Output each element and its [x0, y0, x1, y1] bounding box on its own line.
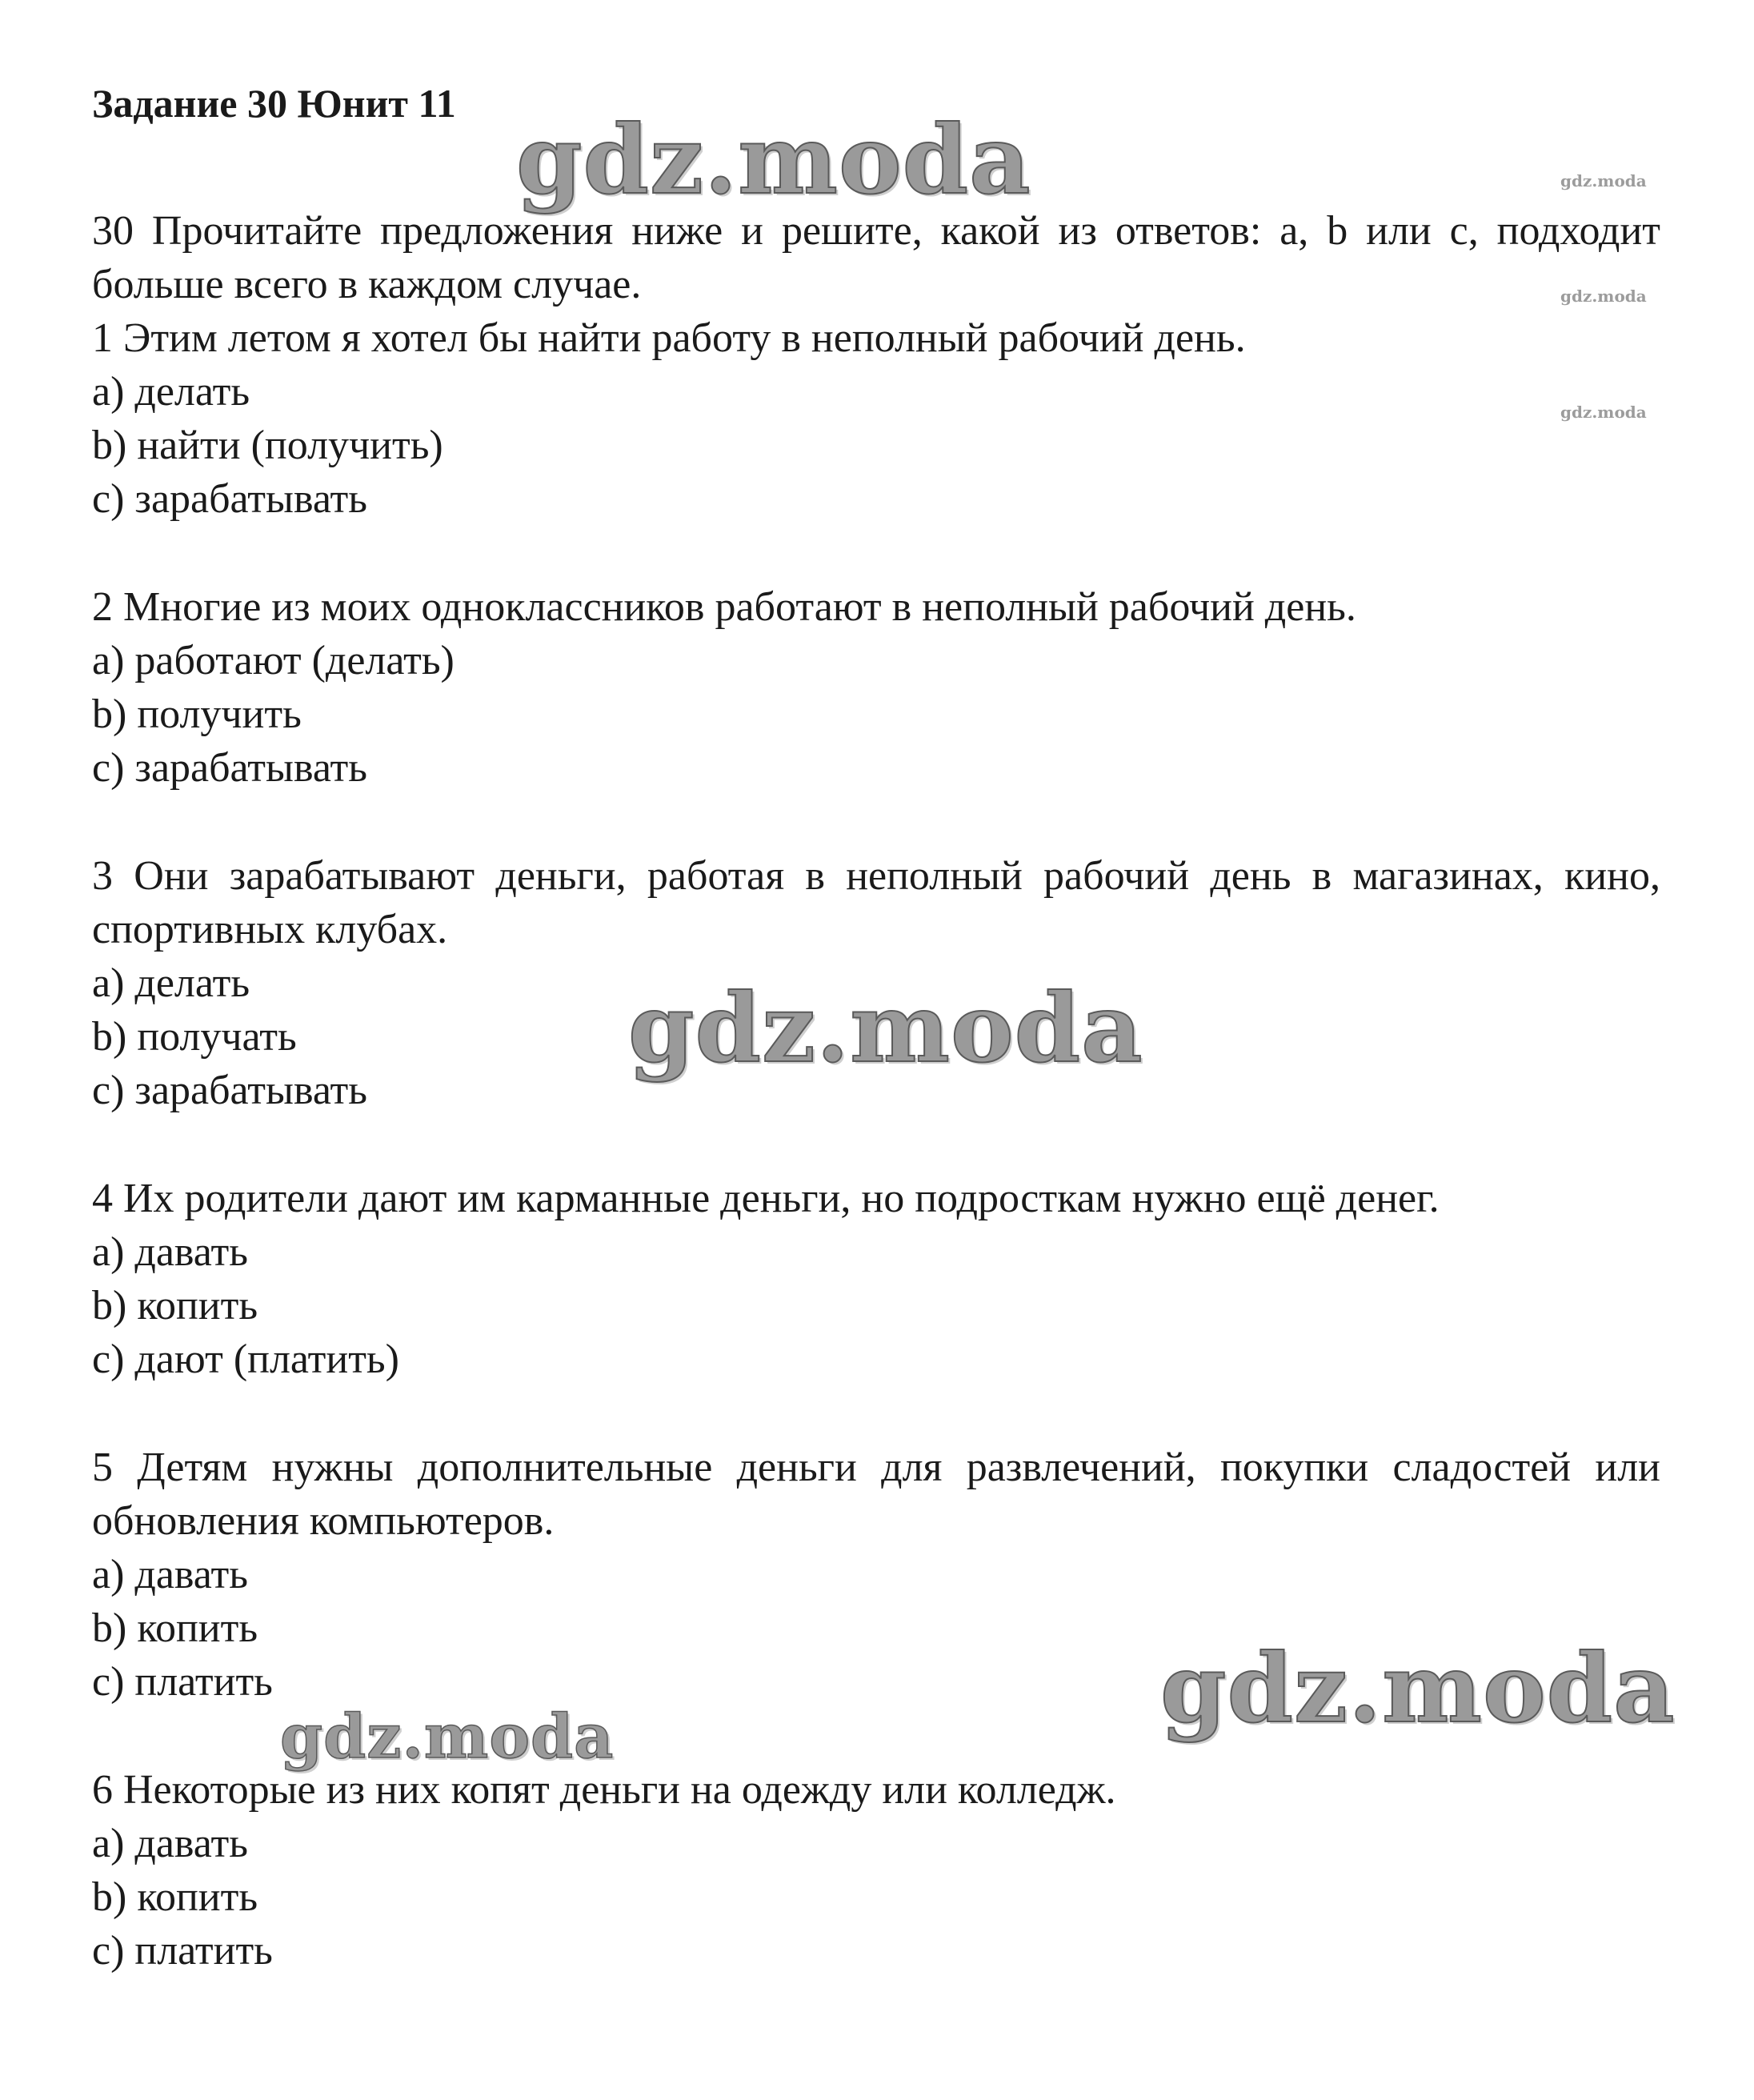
option-b: b) получать	[92, 1014, 297, 1060]
option-c: c) зарабатывать	[92, 476, 367, 522]
question-6	[92, 1763, 1660, 1978]
watermark-small-2: gdz.moda	[1560, 287, 1647, 306]
option-c: c) платить	[92, 1928, 273, 1974]
watermark-top: gdz.moda	[516, 104, 1031, 215]
watermark-middle: gdz.moda	[628, 972, 1143, 1084]
question-2	[92, 580, 1660, 795]
option-c: c) дают (платить)	[92, 1337, 399, 1382]
question-text: 2 Многие из моих одноклассников работают в неполный рабочий день.	[92, 584, 1356, 630]
watermark-small-1: gdz.moda	[1560, 171, 1647, 190]
option-c: c) зарабатывать	[92, 1068, 367, 1113]
watermark-bottom-left: gdz.moda	[280, 1701, 615, 1772]
option-b: b) копить	[92, 1283, 258, 1329]
option-a: a) делать	[92, 960, 250, 1006]
option-b: b) получить	[92, 691, 302, 737]
question-text: 1 Этим летом я хотел бы найти работу в неполный рабочий день.	[92, 315, 1246, 361]
question-text: 6 Некоторые из них копят деньги на одежду или колледж.	[92, 1767, 1116, 1813]
question-4	[92, 1172, 1660, 1386]
option-c: c) зарабатывать	[92, 745, 367, 791]
watermark-bottom-right: gdz.moda	[1160, 1633, 1676, 1744]
question-1	[92, 311, 1660, 526]
option-b: b) копить	[92, 1874, 258, 1920]
question-text: 3 Они зарабатывают деньги, работая в неполный рабочий день в магазинах, кино, спортивных клубах.	[92, 853, 1660, 952]
option-a: a) делать	[92, 369, 250, 415]
task-instructions: 30 Прочитайте предложения ниже и решите, какой из ответов: a, b или c, подходит больше всего в каждом случае.	[92, 208, 1660, 307]
option-a: a) давать	[92, 1821, 248, 1866]
question-text: 4 Их родители дают им карманные деньги, но подросткам нужно ещё денег.	[92, 1176, 1440, 1221]
option-a: a) давать	[92, 1552, 248, 1597]
option-b: b) найти (получить)	[92, 423, 443, 468]
option-b: b) копить	[92, 1605, 258, 1651]
task-heading: Задание 30 Юнит 11	[92, 81, 456, 126]
option-a: a) работают (делать)	[92, 638, 455, 683]
question-text: 5 Детям нужны дополнительные деньги для развлечений, покупки сладостей или обновления компьютеров.	[92, 1445, 1660, 1544]
option-c: c) платить	[92, 1659, 273, 1705]
watermark-small-3: gdz.moda	[1560, 403, 1647, 422]
option-a: a) давать	[92, 1229, 248, 1275]
